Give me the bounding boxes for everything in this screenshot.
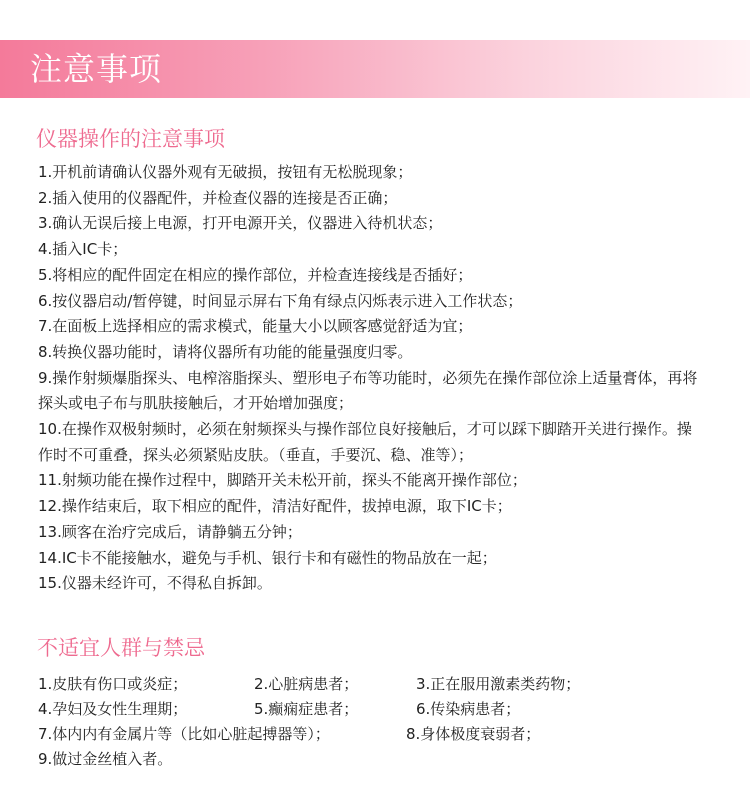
- list-item: 7.体内内有金属片等（比如心脏起搏器等）；: [38, 725, 330, 743]
- list-item: 1.皮肤有伤口或炎症；: [38, 675, 188, 693]
- list-item: 14.IC卡不能接触水，避免与手机、银行卡和有磁性的物品放在一起；: [38, 548, 497, 567]
- list-item: 4.插入IC卡；: [38, 240, 128, 259]
- list-item: 2.心脏病患者；: [254, 675, 359, 693]
- list-item: 7.在面板上选择相应的需求模式，能量大小以顾客感觉舒适为宜；: [38, 317, 473, 336]
- list-item: 12.操作结束后，取下相应的配件，清洁好配件，拔掉电源，取下IC卡；: [38, 497, 512, 516]
- list-item: 15.仪器未经许可，不得私自拆卸。: [38, 574, 272, 593]
- list-item: 6.传染病患者；: [416, 700, 521, 718]
- list-item: 8.身体极度衰弱者；: [406, 725, 541, 743]
- list-item: 8.转换仪器功能时，请将仪器所有功能的能量强度归零。: [38, 342, 413, 361]
- page-title: 注意事项: [30, 50, 163, 88]
- operation-notes-list: [38, 160, 698, 597]
- list-item: 11.射频功能在操作过程中，脚踏开关未松开前，探头不能离开操作部位；: [38, 471, 527, 490]
- list-item: 4.孕妇及女性生理期；: [38, 700, 188, 718]
- list-item: 5.将相应的配件固定在相应的操作部位，并检查连接线是否插好；: [38, 265, 473, 284]
- list-item: 6.按仪器启动/暂停键，时间显示屏右下角有绿点闪烁表示进入工作状态；: [38, 291, 523, 310]
- section-title-operation-notes: 仪器操作的注意事项: [36, 127, 225, 151]
- list-item: 1.开机前请确认仪器外观有无破损，按钮有无松脱现象；: [38, 163, 413, 181]
- list-item: 9.操作射频爆脂探头、电榨溶脂探头、塑形电子布等功能时，必须先在操作部位涂上适量膏体，再将探头或电子布与肌肤接触后，才开始增加强度；: [38, 368, 698, 413]
- list-item: 9.做过金丝植入者。: [38, 750, 173, 768]
- list-item: 10.在操作双极射频时，必须在射频探头与操作部位良好接触后，才可以踩下脚踏开关进行操作。操作时不可重叠，探头必须紧贴皮肤。（垂直，手要沉、稳、准等）；: [38, 420, 692, 464]
- list-item: 13.顾客在治疗完成后，请静躺五分钟；: [38, 522, 302, 541]
- list-item: 2.插入使用的仪器配件，并检查仪器的连接是否正确；: [38, 188, 398, 207]
- list-item: 3.正在服用激素类药物；: [416, 675, 581, 693]
- list-item: 5.癫痫症患者；: [254, 700, 359, 718]
- header-banner: [0, 40, 750, 98]
- section-title-contraindications: 不适宜人群与禁忌: [37, 636, 205, 660]
- list-item: 3.确认无误后接上电源，打开电源开关，仪器进入待机状态；: [38, 214, 443, 233]
